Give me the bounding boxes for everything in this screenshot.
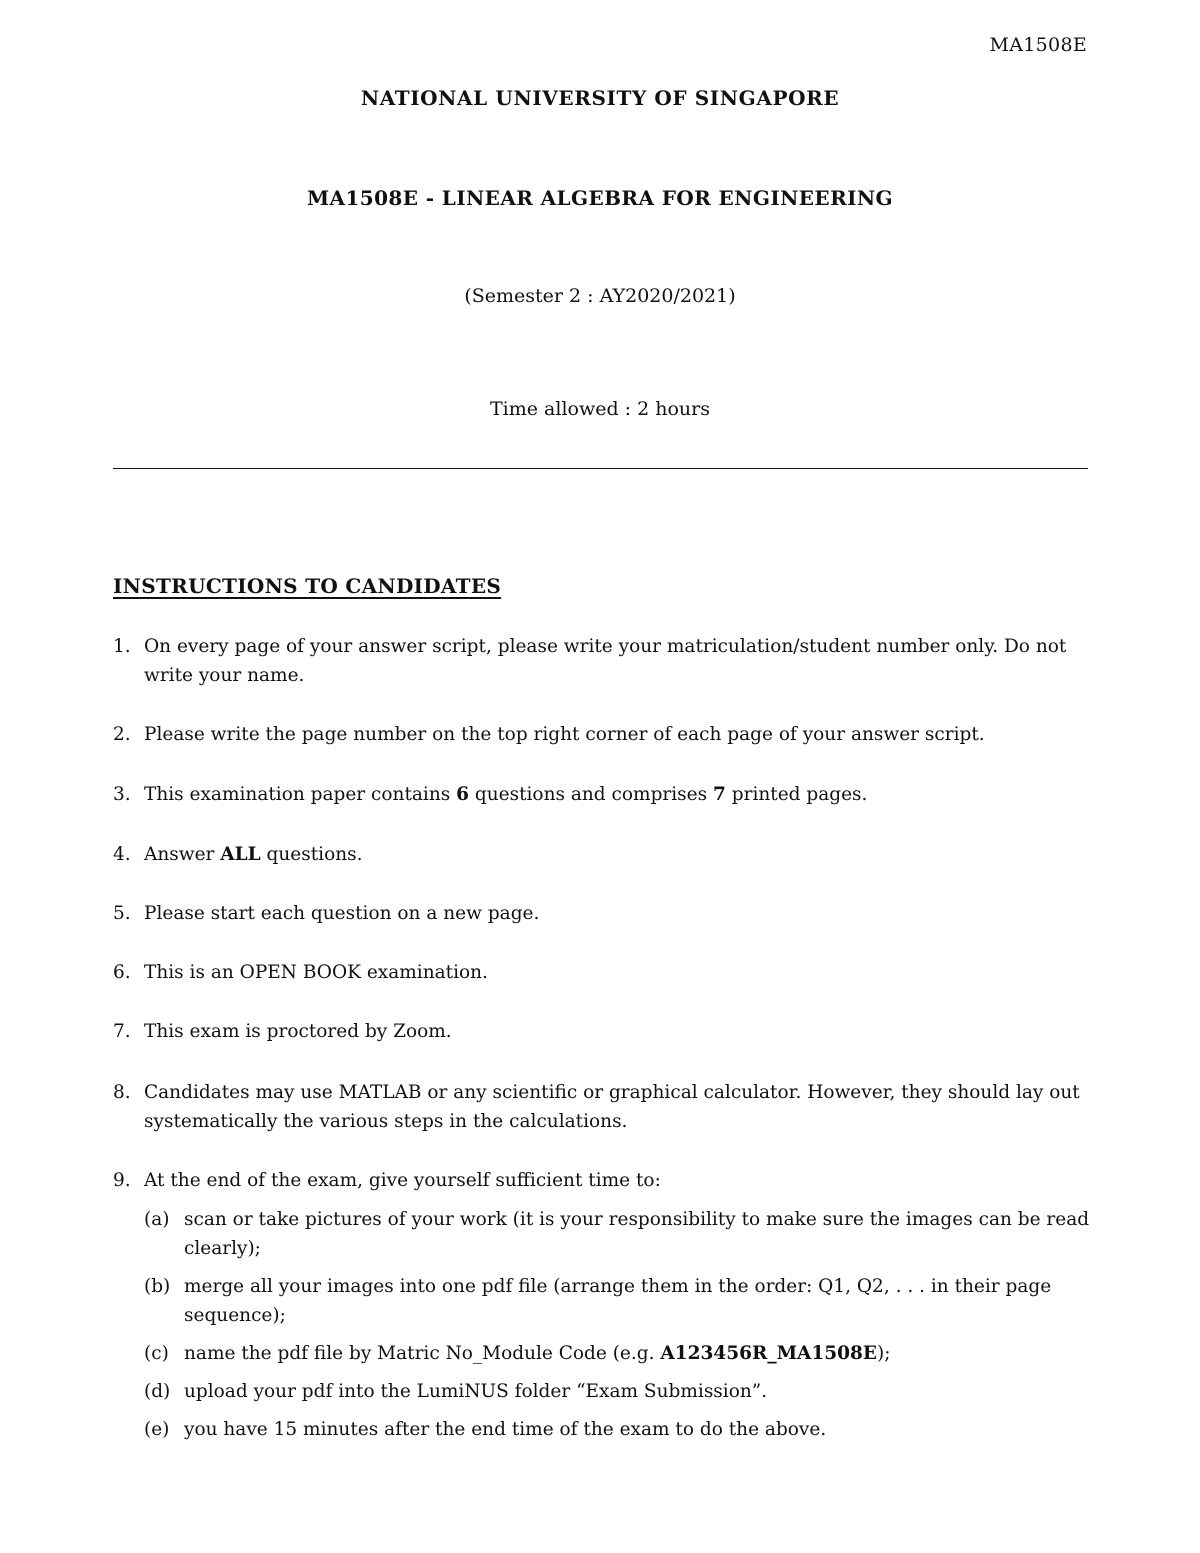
all-emphasis: ALL <box>220 844 261 865</box>
item-text-post: printed pages. <box>725 784 868 805</box>
sub-item-text-post: ); <box>877 1343 891 1364</box>
item-number: 3. <box>113 784 131 805</box>
time-allowed: Time allowed : 2 hours <box>490 398 710 420</box>
sub-item <box>144 1339 1093 1368</box>
item-text-post: questions. <box>260 844 363 865</box>
instruction-item <box>113 1017 1093 1046</box>
instruction-item <box>113 958 1093 987</box>
item-text: Candidates may use MATLAB or any scientific or graphical calculator. However, they should lay out systematically the various steps in the calculations. <box>144 1082 1080 1132</box>
sub-item-letter: (d) <box>144 1381 171 1402</box>
sub-item-letter: (c) <box>144 1343 169 1364</box>
item-text-pre: This examination paper contains <box>144 784 457 805</box>
sub-item-text: you have 15 minutes after the end time of the exam to do the above. <box>184 1419 827 1440</box>
instruction-item <box>113 1166 1093 1195</box>
sub-item-text: merge all your images into one pdf file (arrange them in the order: Q1, Q2, . . . in their page sequence); <box>184 1276 1052 1326</box>
sub-item-text: upload your pdf into the LumiNUS folder “Exam Submission”. <box>184 1381 768 1402</box>
item-text: This is an OPEN BOOK examination. <box>144 962 488 983</box>
sub-item-text: scan or take pictures of your work (it is your responsibility to make sure the images can be read clearly); <box>184 1209 1090 1259</box>
item-number: 8. <box>113 1082 131 1103</box>
course-title: MA1508E - LINEAR ALGEBRA FOR ENGINEERING <box>306 186 894 210</box>
sub-item-text-pre: name the pdf file by Matric No_Module Code (e.g. <box>184 1343 661 1364</box>
instruction-item <box>113 780 1093 809</box>
instruction-item <box>113 632 1093 690</box>
item-text: On every page of your answer script, please write your matriculation/student number only. Do not write your name. <box>144 636 1067 686</box>
sub-item-letter: (b) <box>144 1276 171 1297</box>
item-number: 2. <box>113 724 131 745</box>
item-number: 7. <box>113 1021 131 1042</box>
sub-item <box>144 1377 1093 1406</box>
item-text-pre: Answer <box>144 844 221 865</box>
semester-line: (Semester 2 : AY2020/2021) <box>464 285 736 307</box>
item-number: 9. <box>113 1170 131 1191</box>
module-code-header: MA1508E <box>989 34 1087 56</box>
instruction-item <box>113 1078 1093 1136</box>
item-text: This exam is proctored by Zoom. <box>144 1021 452 1042</box>
item-text-mid: questions and comprises <box>469 784 713 805</box>
page-count: 7 <box>713 784 726 805</box>
instructions-list <box>113 632 1093 1444</box>
instruction-item <box>113 840 1093 869</box>
item-number: 4. <box>113 844 131 865</box>
item-text: At the end of the exam, give yourself sufficient time to: <box>144 1170 661 1191</box>
sub-item <box>144 1205 1093 1263</box>
horizontal-rule <box>113 468 1088 469</box>
sub-item <box>144 1415 1093 1444</box>
item-number: 1. <box>113 636 131 657</box>
filename-example: A123456R_MA1508E <box>660 1343 877 1364</box>
sub-item-letter: (a) <box>144 1209 170 1230</box>
question-count: 6 <box>456 784 469 805</box>
item-number: 6. <box>113 962 131 983</box>
item-text: Please write the page number on the top right corner of each page of your answer script. <box>144 724 985 745</box>
instructions-heading: INSTRUCTIONS TO CANDIDATES <box>113 574 502 598</box>
sub-list-wrapper <box>113 1205 1093 1444</box>
item-number: 5. <box>113 903 131 924</box>
sub-item-letter: (e) <box>144 1419 170 1440</box>
sub-item <box>144 1272 1093 1330</box>
university-title: NATIONAL UNIVERSITY OF SINGAPORE <box>360 86 840 110</box>
item-text: Please start each question on a new page. <box>144 903 540 924</box>
instruction-item <box>113 899 1093 928</box>
instruction-item <box>113 720 1093 749</box>
